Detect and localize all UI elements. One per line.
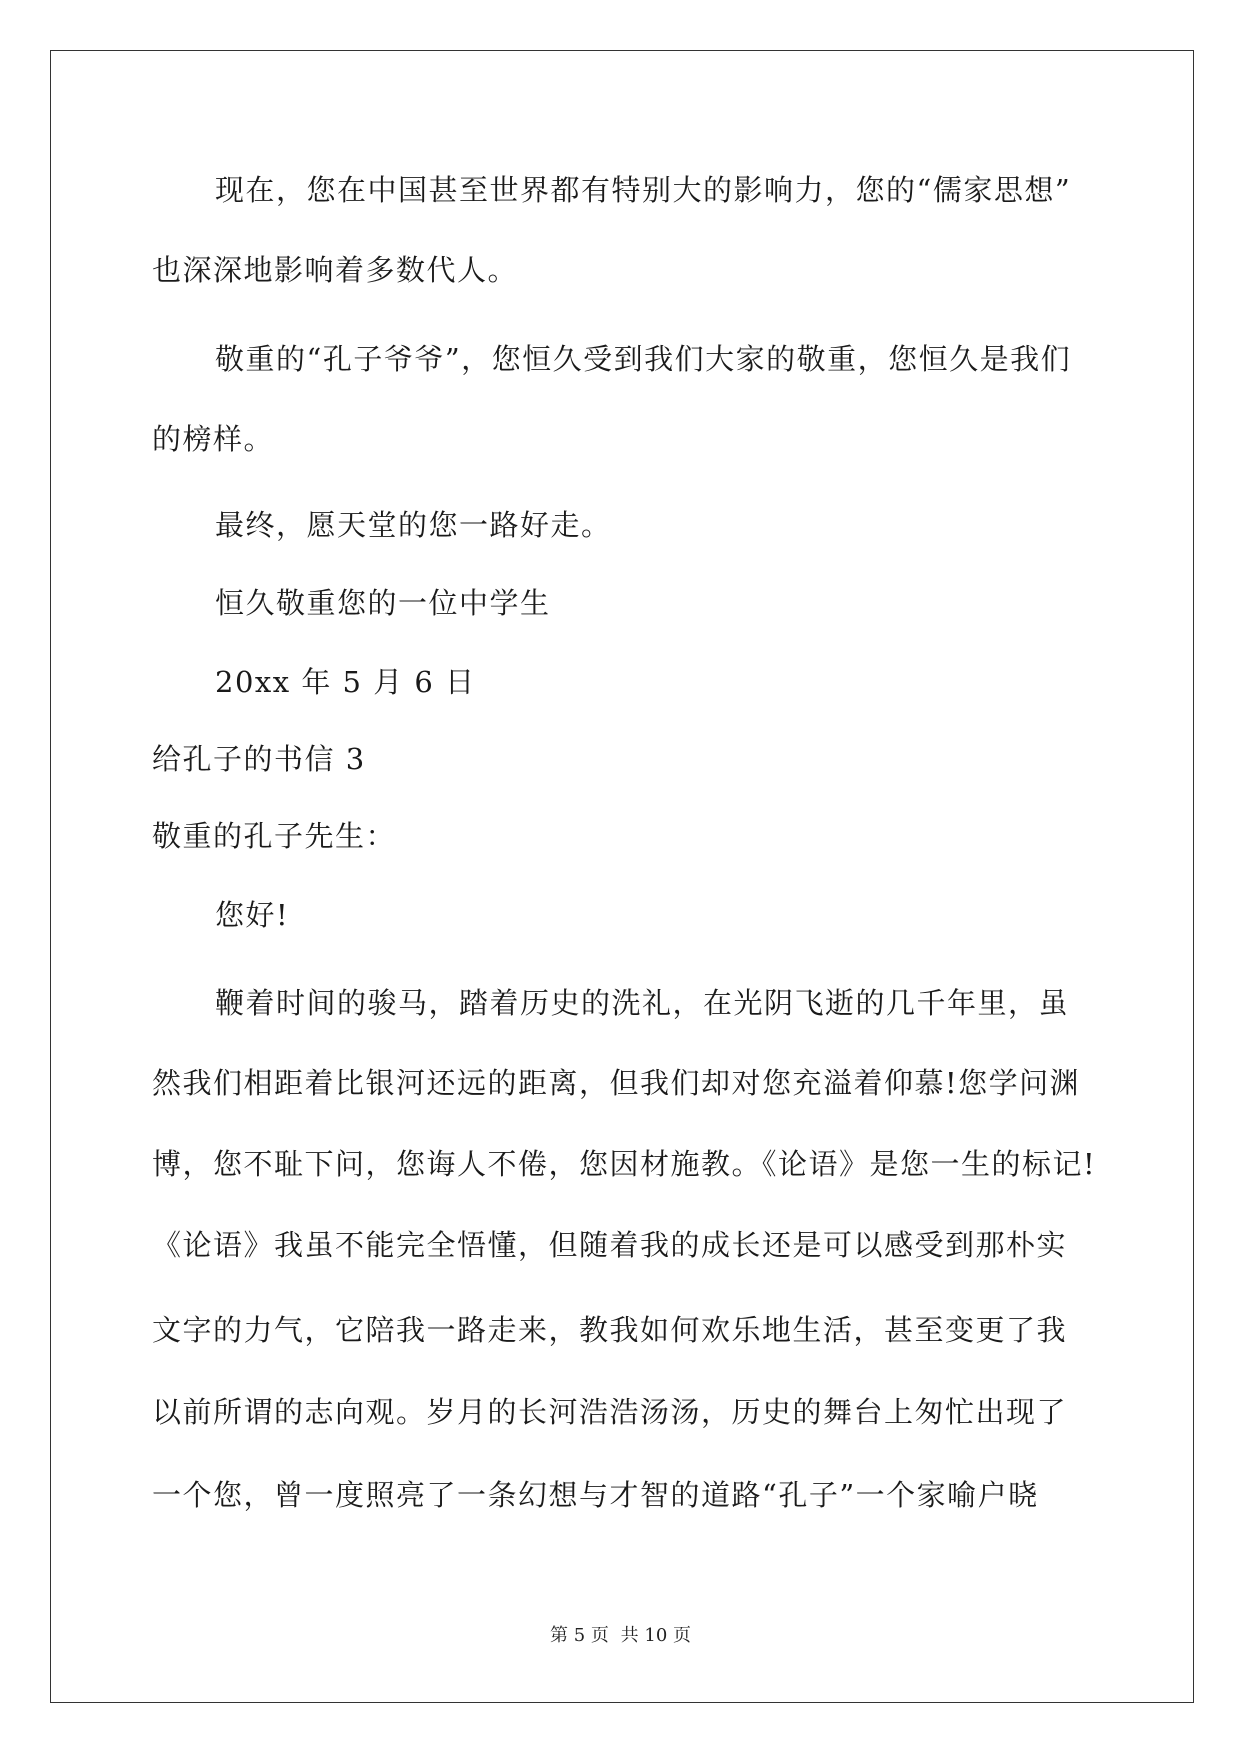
page-total: 共 10 页 [620, 1625, 691, 1646]
paragraph-line: 最终，愿天堂的您一路好走。 [215, 508, 612, 542]
salutation-line: 敬重的孔子先生： [152, 819, 397, 853]
paragraph-line: 也深深地影响着多数代人。 [152, 253, 519, 287]
page-number: 第 5 页 [550, 1625, 609, 1646]
section-heading: 给孔子的书信 3 [152, 742, 366, 776]
greeting-line: 您好! [215, 898, 290, 932]
paragraph-line: 一个您，曾一度照亮了一条幻想与才智的道路“孔子”一个家喻户晓 [152, 1478, 1039, 1512]
paragraph-line: 现在，您在中国甚至世界都有特别大的影响力，您的“儒家思想” [215, 173, 1072, 207]
paragraph-line: 敬重的“孔子爷爷”，您恒久受到我们大家的敬重，您恒久是我们 [215, 342, 1072, 376]
page-border [50, 50, 1194, 1703]
paragraph-line: 以前所谓的志向观。岁月的长河浩浩汤汤，历史的舞台上匆忙出现了 [152, 1395, 1068, 1429]
date-line: 20xx 年 5 月 6 日 [215, 665, 476, 699]
paragraph-line: 然我们相距着比银河还远的距离，但我们却对您充溢着仰慕!您学问渊 [152, 1066, 1081, 1100]
paragraph-line: 鞭着时间的骏马，踏着历史的洗礼，在光阴飞逝的几千年里，虽 [215, 986, 1070, 1020]
paragraph-line: 博，您不耻下问，您诲人不倦，您因材施教。《论语》是您一生的标记! [152, 1147, 1097, 1181]
paragraph-line: 的榜样。 [152, 422, 275, 456]
paragraph-line: 文字的力气，它陪我一路走来，教我如何欢乐地生活，甚至变更了我 [152, 1313, 1068, 1347]
page-footer [0, 1624, 1241, 1648]
paragraph-line: 《论语》我虽不能完全悟懂，但随着我的成长还是可以感受到那朴实 [152, 1228, 1068, 1262]
signature-line: 恒久敬重您的一位中学生 [215, 586, 551, 620]
